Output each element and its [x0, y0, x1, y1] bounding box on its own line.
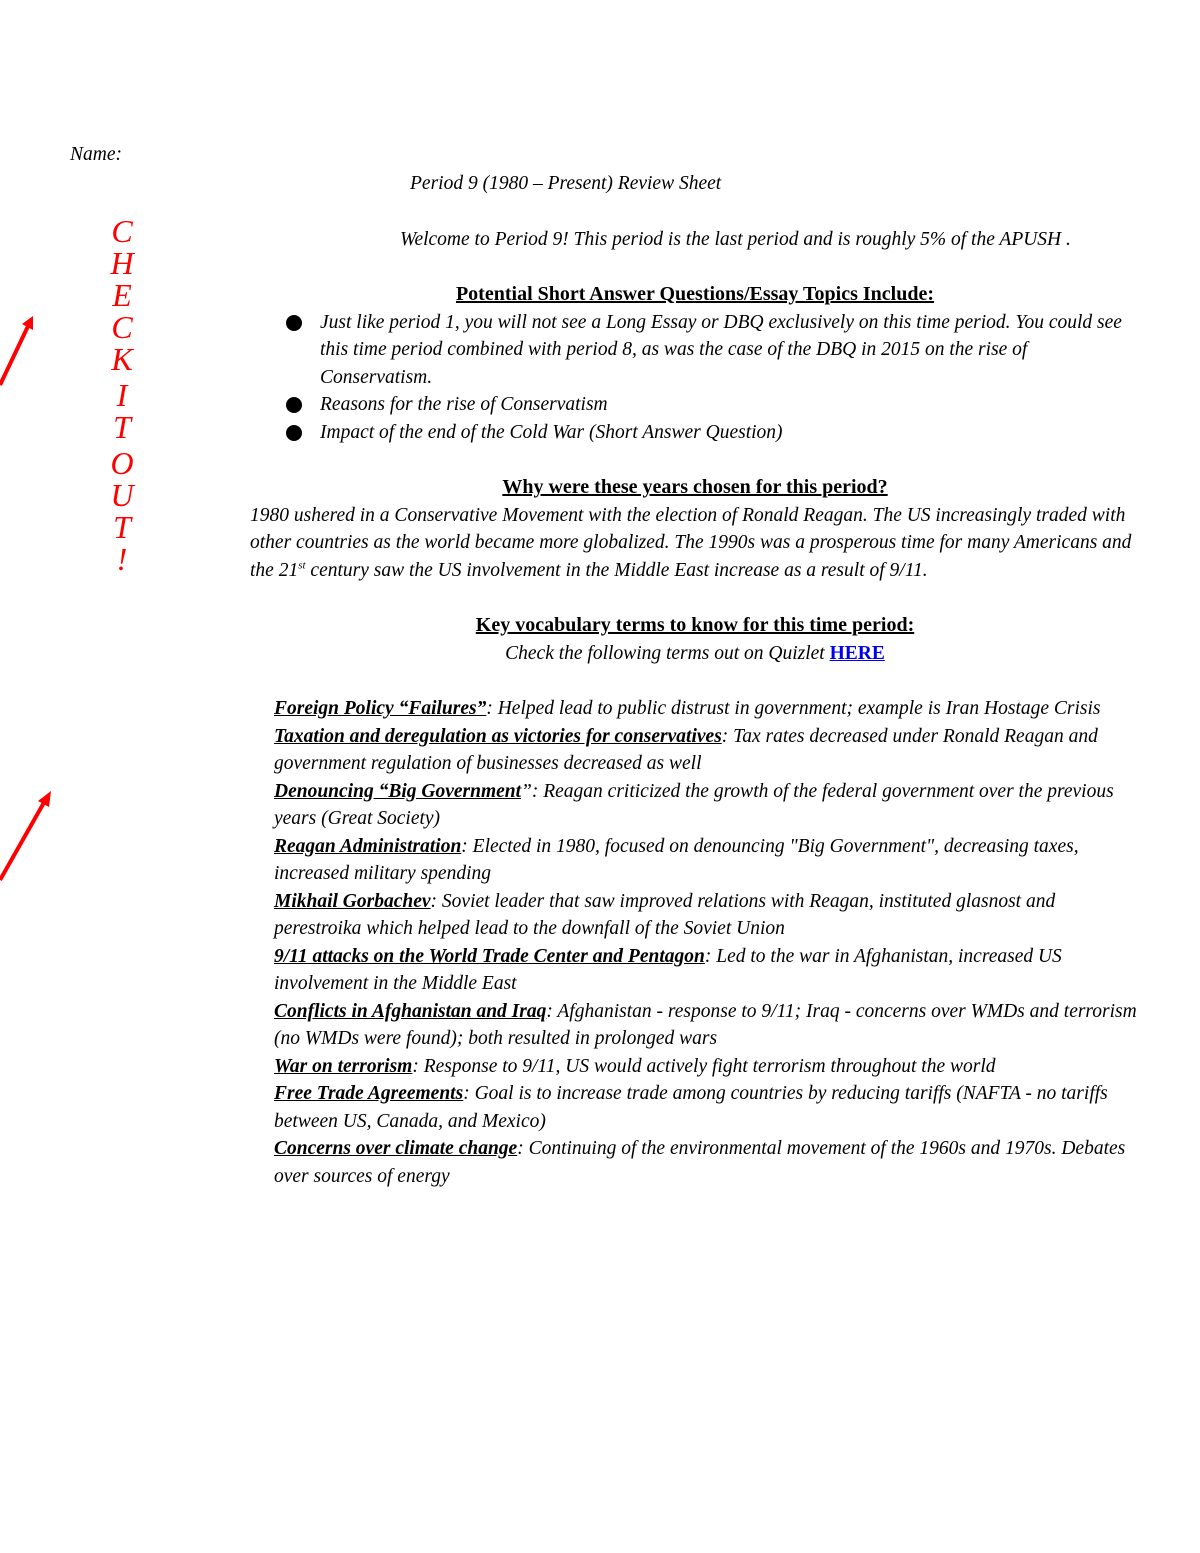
vocab-definition: : Helped lead to public distrust in government; example is Iran Hostage Crisis [486, 698, 1101, 719]
page-title: Period 9 (1980 – Present) Review Sheet [410, 173, 722, 194]
vocab-term: Free Trade Agreements [274, 1083, 464, 1104]
list-item [320, 391, 1140, 419]
quizlet-link[interactable]: HERE [829, 642, 885, 664]
vocab-term: Foreign Policy “Failures” [274, 698, 487, 719]
vocab-definition: : Afghanistan - response to 9/11; Iraq - concerns over WMDs and terrorism (no WMDs were found); both resulted in prolonged wars [274, 1000, 1137, 1049]
vocab-list [250, 695, 1140, 1190]
vocab-term: War on terrorism [274, 1055, 413, 1077]
vocab-entry [274, 1080, 1140, 1135]
name-label: Name: [70, 144, 122, 165]
vocab-entry [274, 888, 1140, 943]
bullet-icon [286, 315, 302, 331]
stamp-letter: T [113, 409, 131, 445]
main-column [250, 170, 1140, 1190]
vocab-entry [274, 1135, 1140, 1190]
vocab-term: Taxation and deregulation as victories for conservatives [274, 725, 722, 747]
list-item [320, 419, 1140, 447]
stamp-letter: K [111, 341, 133, 377]
vocab-entry [274, 723, 1140, 778]
quizlet-line [250, 640, 1140, 668]
why-text: 1980 ushered in a Conservative Movement with the election of Ronald Reagan. The US increasingly traded with other countries as the world became more globalized. The 1990s was a prosperous time for many Americans and the 21 [250, 504, 1132, 581]
list-item-text: Reasons for the rise of Conservatism [320, 394, 608, 415]
vocab-entry [274, 833, 1140, 888]
quizlet-text: Check the following terms out on Quizlet [505, 642, 830, 664]
essay-topics-heading: Potential Short Answer Questions/Essay Topics Include: [455, 283, 935, 305]
list-item [320, 309, 1140, 392]
vocab-heading: Key vocabulary terms to know for this time period: [475, 614, 915, 636]
stamp-letter: C [111, 309, 133, 345]
vocab-definition: : Goal is to increase trade among countries by reducing tariffs (NAFTA - no tariffs between US, Canada, and Mexico) [274, 1083, 1108, 1132]
list-item-text: Just like period 1, you will not see a Long Essay or DBQ exclusively on this time period. You could see this time period combined with period 8, as was the case of the DBQ in 2015 on the rise of Conservatism. [320, 311, 1122, 388]
vocab-entry [274, 778, 1140, 833]
why-section [250, 474, 1140, 584]
stamp-letter: E [112, 277, 132, 313]
check-it-out-stamp [100, 215, 144, 575]
vocab-definition: : Response to 9/11, US would actively fight terrorism throughout the world [412, 1055, 996, 1077]
essay-topics-section [250, 281, 1140, 446]
vocab-definition: : Led to the war in Afghanistan, increased US involvement in the Middle East [274, 945, 1062, 994]
red-arrow-icon [0, 310, 40, 390]
why-text: century saw the US involvement in the Middle East increase as a result of 9/11. [305, 559, 928, 581]
vocab-term: 9/11 attacks on the World Trade Center and Pentagon [274, 945, 705, 967]
vocab-term: Mikhail Gorbachev [274, 890, 431, 912]
vocab-definition: : Continuing of the environmental movement of the 1960s and 1970s. Debates over sources of energy [274, 1138, 1126, 1187]
bullet-icon [286, 397, 302, 413]
vocab-entry [274, 998, 1140, 1053]
bullet-icon [286, 425, 302, 441]
vocab-term: Conflicts in Afghanistan and Iraq [274, 1000, 547, 1022]
welcome-text: Welcome to Period 9! This period is the last period and is roughly 5% of the APUSH . [400, 228, 1071, 250]
stamp-letter: U [110, 477, 134, 513]
vocab-definition: : Tax rates decreased under Ronald Reagan and government regulation of businesses decreased as well [274, 725, 1098, 774]
vocab-entry [274, 695, 1140, 723]
stamp-letter: O [110, 445, 134, 481]
list-item-text: Impact of the end of the Cold War (Short Answer Question) [320, 421, 783, 443]
stamp-letter: ! [116, 541, 128, 577]
superscript: st [298, 559, 306, 571]
vocab-definition: : Soviet leader that saw improved relations with Reagan, instituted glasnost and perestroika which helped lead to the downfall of the Soviet Union [274, 890, 1056, 939]
vocab-entry [274, 943, 1140, 998]
stamp-letter: H [110, 245, 134, 281]
vocab-section [250, 612, 1140, 667]
vocab-term: Concerns over climate change [274, 1138, 518, 1159]
stamp-letter: C [111, 213, 133, 249]
vocab-entry [274, 1053, 1140, 1081]
vocab-term: Reagan Administration [274, 835, 462, 857]
why-body [250, 502, 1140, 585]
stamp-letter: T [113, 509, 131, 545]
vocab-definition: : Elected in 1980, focused on denouncing "Big Government", decreasing taxes, increased military spending [274, 835, 1079, 884]
why-heading: Why were these years chosen for this period? [502, 476, 888, 498]
vocab-definition: ”: Reagan criticized the growth of the federal government over the previous years (Great Society) [274, 780, 1114, 829]
stamp-letter: I [116, 377, 128, 413]
red-arrow-icon [0, 785, 55, 885]
vocab-term: Denouncing “Big Government [274, 780, 522, 802]
